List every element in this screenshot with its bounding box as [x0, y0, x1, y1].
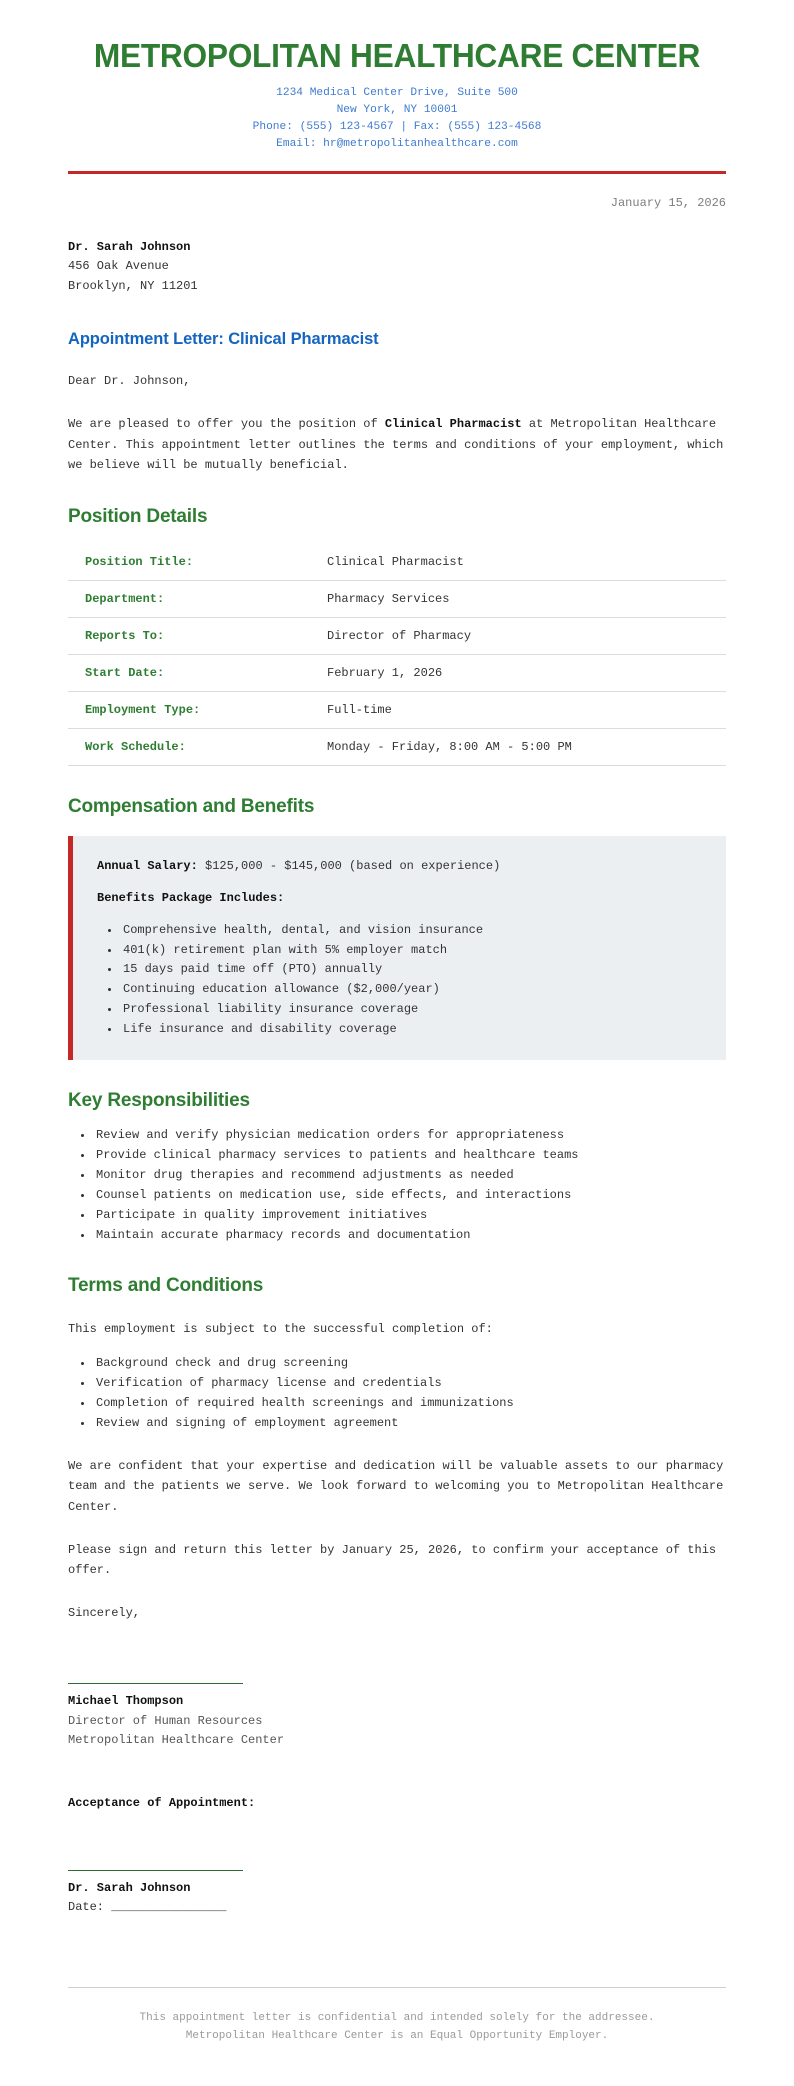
list-item: • Continuing education allowance ($2,000/year)	[121, 980, 704, 1000]
section-heading-position-details: Position Details	[68, 505, 208, 527]
table-row	[68, 691, 726, 728]
intro-paragraph	[68, 414, 726, 476]
benefits-package-label-text: Benefits Package Includes:	[97, 891, 285, 906]
sender-title: Director of Human Resources	[68, 1713, 263, 1728]
list-item: • Participate in quality improvement initiatives	[94, 1206, 726, 1226]
detail-label: Start Date:	[68, 654, 327, 691]
table-row	[68, 580, 726, 617]
recipient-name: Dr. Sarah Johnson	[68, 240, 191, 255]
recipient-address-block	[68, 238, 726, 296]
terms-intro: This employment is subject to the successful completion of:	[68, 1322, 493, 1337]
detail-value: Full-time	[327, 691, 726, 728]
organization-name: METROPOLITAN HEALTHCARE CENTER	[93, 37, 701, 74]
header-divider	[68, 171, 726, 174]
detail-label: Work Schedule:	[68, 728, 327, 765]
salutation: Dear Dr. Johnson,	[68, 374, 191, 389]
list-item: • 401(k) retirement plan with 5% employer match	[121, 941, 704, 961]
list-item: • Comprehensive health, dental, and vision insurance	[121, 921, 704, 941]
sender-name: Michael Thompson	[68, 1694, 184, 1709]
table-row	[68, 617, 726, 654]
detail-value: Clinical Pharmacist	[327, 544, 726, 581]
recipient-city: Brooklyn, NY 11201	[68, 278, 198, 293]
annual-salary-label: Annual Salary:	[97, 858, 198, 873]
letterhead	[68, 34, 726, 153]
phone-fax-line: Phone: (555) 123-4567 | Fax: (555) 123-4568	[252, 120, 542, 133]
address-line-1: 1234 Medical Center Drive, Suite 500	[276, 86, 518, 99]
organization-contact-block	[68, 85, 726, 153]
list-item: • 15 days paid time off (PTO) annually	[121, 960, 704, 980]
position-details-table	[68, 544, 726, 766]
sender-signature-space	[68, 1623, 726, 1683]
list-item: • Background check and drug screening	[94, 1354, 726, 1374]
section-heading-terms: Terms and Conditions	[68, 1275, 264, 1297]
list-item: • Life insurance and disability coverage	[121, 1020, 704, 1040]
list-item: • Professional liability insurance coverage	[121, 1000, 704, 1020]
benefits-highlight-box	[68, 836, 726, 1060]
closing-paragraph: We are confident that your expertise and dedication will be valuable assets to our pharmacy team and the patients we serve. We look forward to welcoming you to Metropolitan Healthcare Center.	[68, 1458, 724, 1514]
acceptance-date-field[interactable]: Date: ________________	[68, 1900, 227, 1915]
list-item: • Verification of pharmacy license and credentials	[94, 1374, 726, 1394]
detail-label: Department:	[68, 580, 327, 617]
terms-list	[68, 1354, 726, 1434]
email-line: Email: hr@metropolitanhealthcare.com	[276, 138, 518, 150]
detail-value: Monday - Friday, 8:00 AM - 5:00 PM	[327, 728, 726, 765]
list-item: • Counsel patients on medication use, side effects, and interactions	[94, 1186, 726, 1206]
responsibilities-list	[68, 1126, 726, 1245]
section-heading-compensation: Compensation and Benefits	[68, 795, 315, 817]
detail-value: Pharmacy Services	[327, 580, 726, 617]
acceptor-signature-line[interactable]	[68, 1870, 243, 1871]
footer-eeo-line: Metropolitan Healthcare Center is an Equal Opportunity Employer.	[185, 2030, 609, 2043]
list-item: • Review and signing of employment agreement	[94, 1414, 726, 1434]
letter-subject: Appointment Letter: Clinical Pharmacist	[68, 330, 379, 349]
annual-salary-value: $125,000 - $145,000 (based on experience)	[197, 858, 501, 873]
benefits-package-label	[97, 888, 704, 908]
table-row	[68, 544, 726, 581]
detail-label: Employment Type:	[68, 691, 327, 728]
list-item: • Provide clinical pharmacy services to patients and healthcare teams	[94, 1146, 726, 1166]
benefits-list	[97, 921, 704, 1040]
intro-position-emphasis: Clinical Pharmacist	[384, 416, 522, 431]
recipient-street: 456 Oak Avenue	[68, 259, 169, 274]
detail-label: Reports To:	[68, 617, 327, 654]
list-item: • Maintain accurate pharmacy records and documentation	[94, 1226, 726, 1246]
acceptor-signature-space	[68, 1810, 726, 1870]
detail-label: Position Title:	[68, 544, 327, 581]
intro-text-after: at Metropolitan Healthcare Center. This appointment letter outlines the terms and conditions of your employment, which we believe will be mutually beneficial.	[68, 416, 724, 473]
intro-text-before: We are pleased to offer you the position of	[68, 416, 385, 431]
list-item: • Monitor drug therapies and recommend adjustments as needed	[94, 1166, 726, 1186]
table-row	[68, 728, 726, 765]
acceptance-heading: Acceptance of Appointment:	[68, 1796, 256, 1811]
section-heading-responsibilities: Key Responsibilities	[68, 1090, 250, 1112]
sender-signature-line	[68, 1683, 243, 1684]
letter-date: January 15, 2026	[610, 196, 726, 211]
detail-value: February 1, 2026	[327, 654, 726, 691]
address-line-2: New York, NY 10001	[336, 103, 458, 116]
list-item: • Review and verify physician medication orders for appropriateness	[94, 1126, 726, 1146]
page-footer	[68, 1987, 726, 2086]
list-item: • Completion of required health screenings and immunizations	[94, 1394, 726, 1414]
sincerely-line: Sincerely,	[68, 1605, 141, 1620]
acceptor-name: Dr. Sarah Johnson	[68, 1881, 191, 1896]
sender-organization: Metropolitan Healthcare Center	[68, 1732, 285, 1747]
detail-value: Director of Pharmacy	[327, 617, 726, 654]
footer-confidentiality-line: This appointment letter is confidential and intended solely for the addressee.	[139, 2012, 655, 2025]
deadline-paragraph: Please sign and return this letter by January 25, 2026, to confirm your acceptance of this offer.	[68, 1542, 717, 1578]
table-row	[68, 654, 726, 691]
annual-salary-line	[97, 856, 704, 876]
